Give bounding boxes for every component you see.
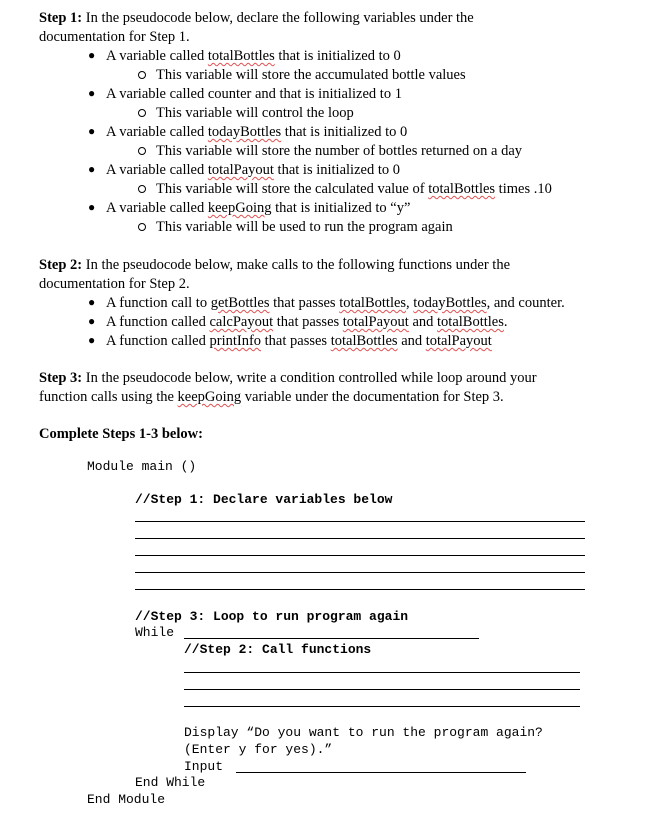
step2-intro-line2: documentation for Step 2. [39, 276, 190, 292]
while-condition-line[interactable] [184, 638, 479, 639]
bullet-icon: ● [88, 124, 96, 138]
step3-intro [39, 369, 537, 388]
sub-bullet-icon [138, 223, 146, 231]
input-answer-line[interactable] [236, 772, 526, 773]
step2-intro [39, 256, 510, 275]
step1-item-5-sub: This variable will be used to run the program again [156, 219, 453, 235]
step2-answer-line-3[interactable] [184, 706, 580, 707]
step2-item-2: A function called calcPayout that passes totalPayout and totalBottles. [106, 314, 508, 330]
sub-bullet-icon [138, 185, 146, 193]
step1-item-1: A variable called totalBottles that is initialized to 0 [106, 48, 401, 64]
bullet-icon: ● [88, 200, 96, 214]
bullet-icon: ● [88, 162, 96, 176]
step1-answer-line-2[interactable] [135, 538, 585, 539]
bullet-icon: ● [88, 314, 96, 328]
end-module-line: End Module [87, 792, 166, 807]
display-line-1: Display “Do you want to run the program again? [184, 725, 543, 740]
step1-answer-line-4[interactable] [135, 572, 585, 573]
step3-intro-text: In the pseudocode below, write a condition controlled while loop around your [85, 370, 537, 386]
step2-comment: //Step 2: Call functions [184, 642, 372, 657]
step1-item-1-sub: This variable will store the accumulated bottle values [156, 67, 466, 83]
step2-item-1: A function call to getBottles that passes totalBottles, todayBottles, and counter. [106, 295, 565, 311]
step2-answer-line-1[interactable] [184, 672, 580, 673]
step3-intro-line2: function calls using the keepGoing variable under the documentation for Step 3. [39, 389, 504, 405]
step1-answer-line-5[interactable] [135, 589, 585, 590]
bullet-icon: ● [88, 48, 96, 62]
end-while-line: End While [135, 775, 206, 790]
step1-item-2: A variable called counter and that is initialized to 1 [106, 86, 402, 102]
step3-comment: //Step 3: Loop to run program again [135, 609, 409, 624]
step1-label: Step 1: [39, 10, 83, 26]
step1-item-5: A variable called keepGoing that is initialized to “y” [106, 200, 411, 216]
step1-intro-text: In the pseudocode below, declare the following variables under the [85, 10, 474, 26]
step2-intro-text: In the pseudocode below, make calls to the following functions under the [85, 257, 511, 273]
input-keyword: Input [184, 759, 224, 774]
sub-bullet-icon [138, 147, 146, 155]
step1-item-4: A variable called totalPayout that is initialized to 0 [106, 162, 400, 178]
bullet-icon: ● [88, 333, 96, 347]
bullet-icon: ● [88, 86, 96, 100]
step2-label: Step 2: [39, 257, 83, 273]
complete-steps-heading: Complete Steps 1-3 below: [39, 426, 203, 442]
step2-answer-line-2[interactable] [184, 689, 580, 690]
while-keyword: While [135, 625, 175, 640]
step1-item-2-sub: This variable will control the loop [156, 105, 354, 121]
step2-item-3: A function called printInfo that passes totalBottles and totalPayout [106, 333, 492, 349]
step1-intro-line2: documentation for Step 1. [39, 29, 190, 45]
display-line-2: (Enter y for yes).” [184, 742, 333, 757]
step1-answer-line-3[interactable] [135, 555, 585, 556]
step1-item-3-sub: This variable will store the number of bottles returned on a day [156, 143, 523, 159]
step1-item-4-sub: This variable will store the calculated value of totalBottles times .10 [156, 181, 552, 197]
step1-comment: //Step 1: Declare variables below [135, 492, 393, 507]
module-main-line: Module main () [87, 459, 197, 474]
sub-bullet-icon [138, 109, 146, 117]
bullet-icon: ● [88, 295, 96, 309]
step1-item-3: A variable called todayBottles that is initialized to 0 [106, 124, 408, 140]
step1-answer-line-1[interactable] [135, 521, 585, 522]
sub-bullet-icon [138, 71, 146, 79]
step1-intro [39, 9, 474, 28]
step3-label: Step 3: [39, 370, 83, 386]
